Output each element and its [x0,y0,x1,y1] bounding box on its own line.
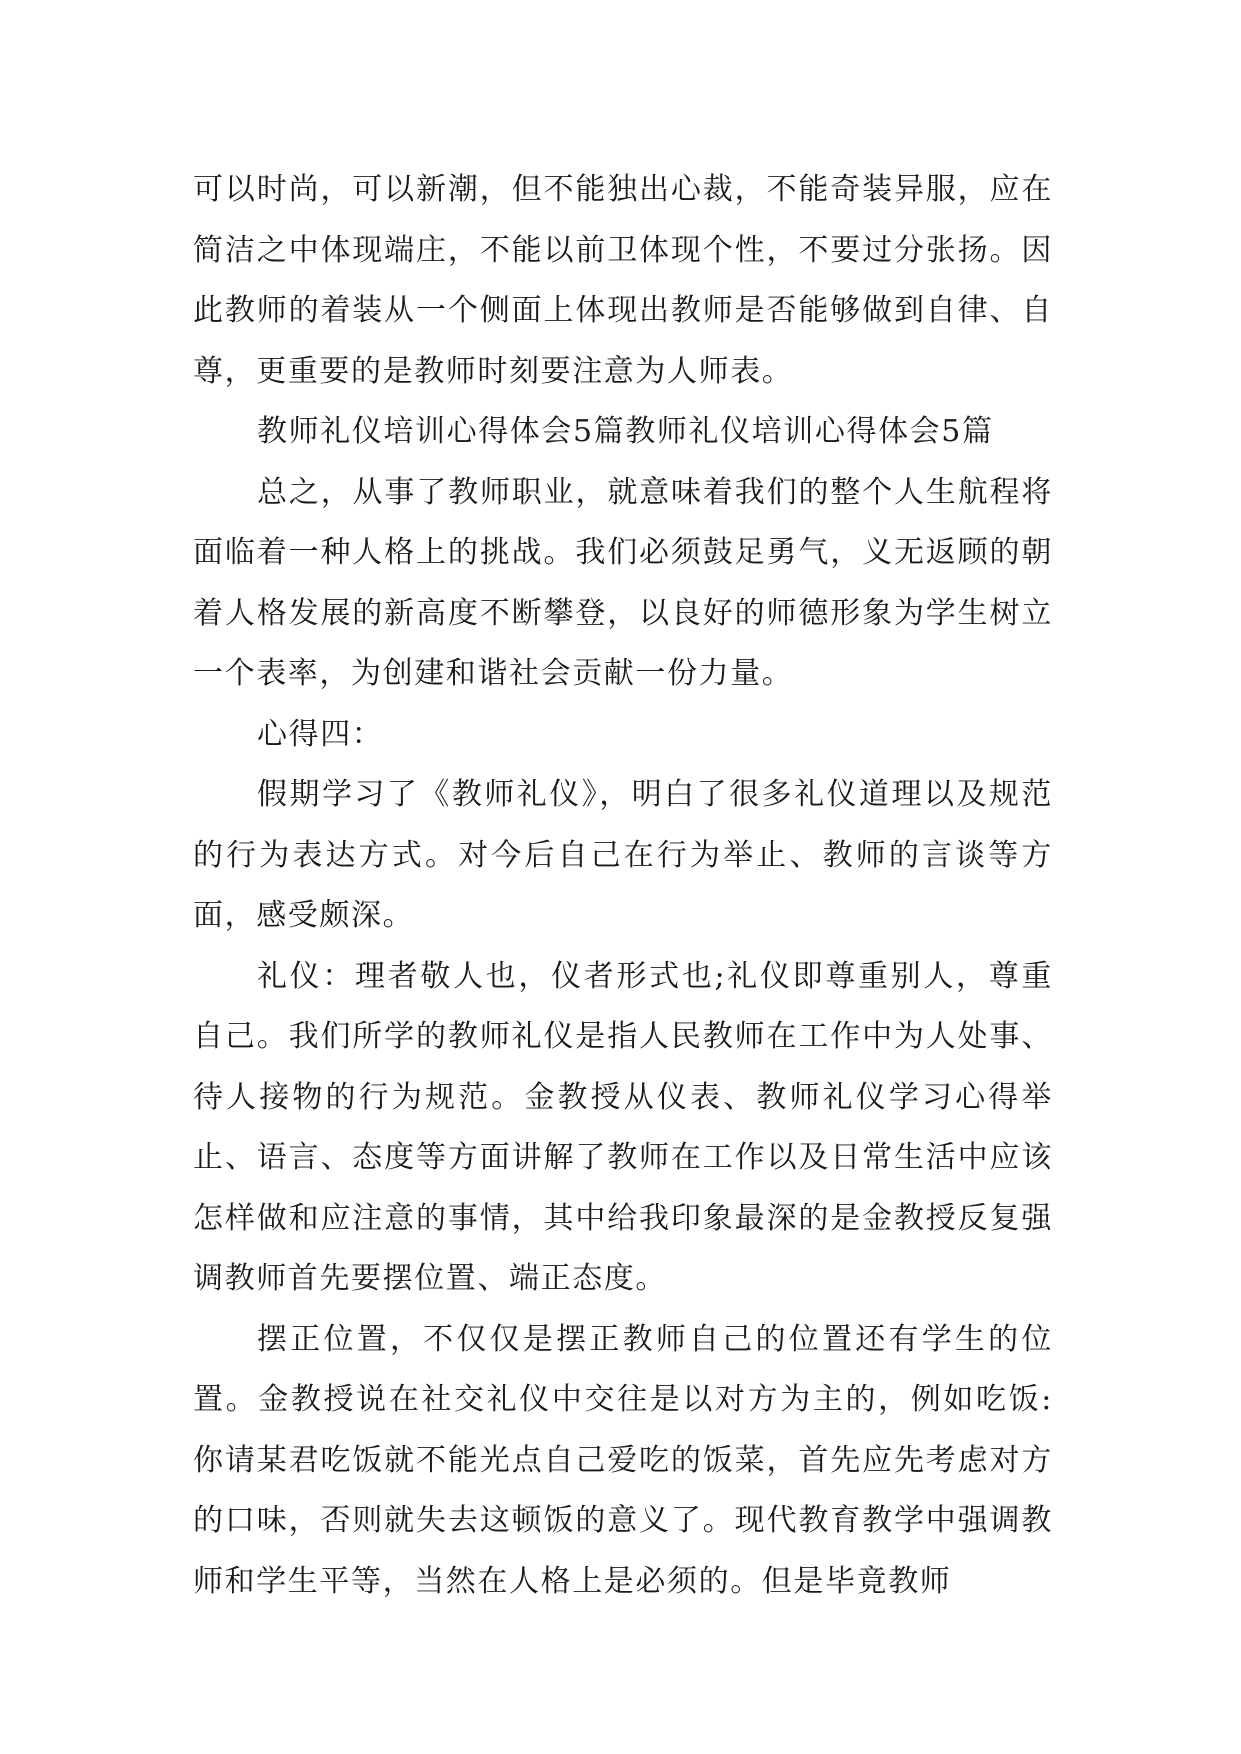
paragraph-etiquette-definition: 礼仪：理者敬人也，仪者形式也;礼仪即尊重别人，尊重自己。我们所学的教师礼仪是指人民教师在工作中为人处事、待人接物的行为规范。金教授从仪表、教师礼仪学习心得举止、语言、态度等方面讲解了教师在工作以及日常生活中应该怎样做和应注意的事情，其中给我印象最深的是金教授反复强调教师首先要摆位置、端正态度。 [193,958,1053,1296]
paragraph-conclusion: 总之，从事了教师职业，就意味着我们的整个人生航程将面临着一种人格上的挑战。我们必须鼓足勇气，义无返顾的朝着人格发展的新高度不断攀登，以良好的师德形象为学生树立一个表率，为创建和谐社会贡献一份力量。 [193,474,1053,691]
document-body [193,160,1053,1612]
section-heading-xinde-si: 心得四： [257,716,384,752]
paragraph-continued-dress-code: 可以时尚，可以新潮，但不能独出心裁，不能奇装异服，应在简洁之中体现端庄，不能以前卫体现个性，不要过分张扬。因此教师的着装从一个侧面上体现出教师是否能够做到自律、自尊，更重要的是教师时刻要注意为人师表。 [193,172,1053,389]
paragraph-title-repeat: 教师礼仪培训心得体会5篇教师礼仪培训心得体会5篇 [257,414,994,449]
paragraph-holiday-study: 假期学习了《教师礼仪》，明白了很多礼仪道理以及规范的行为表达方式。对今后自己在行为举止、教师的言谈等方面，感受颇深。 [193,777,1053,933]
paragraph-correct-position: 摆正位置，不仅仅是摆正教师自己的位置还有学生的位置。金教授说在社交礼仪中交往是以对方为主的，例如吃饭:你请某君吃饭就不能光点自己爱吃的饭菜，首先应先考虑对方的口味，否则就失去这顿饭的意义了。现代教育教学中强调教师和学生平等，当然在人格上是必须的。但是毕竟教师 [193,1321,1053,1599]
